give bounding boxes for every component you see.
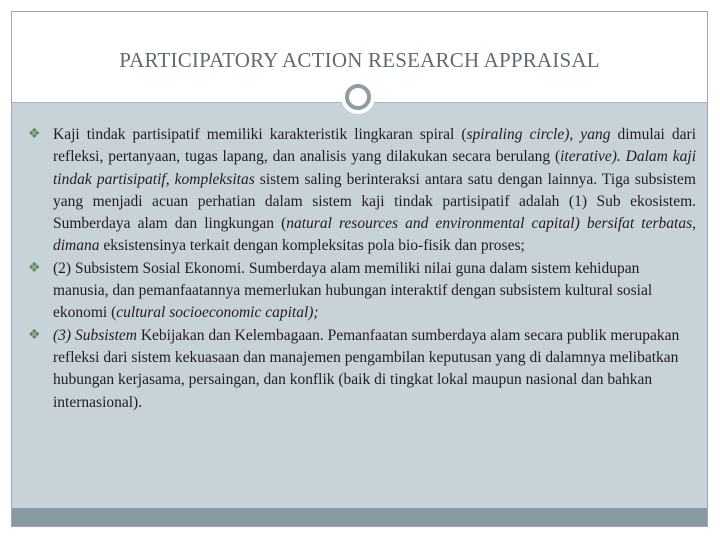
divider-line-right [384,100,696,102]
divider-line-left [20,100,340,102]
text-segment: Kebijakan dan Kelembagaan. Pemanfaatan sumberdaya alam secara publik merupakan refleksi dari sistem kekuasaan dan manajemen pengambilan keputusan yang di dalamnya melibatkan hubungan kerjasama, persaingan, dan konflik (baik di tingkat lokal maupun nasional dan bahkan internasional). [53,326,680,411]
bullet-text-2 [53,258,696,325]
text-segment: Kaji tindak partisipatif memiliki karakteristik lingkaran spiral ( [53,126,467,143]
bullet-text-1 [53,124,696,258]
bullet-text-3 [53,325,696,414]
italic-text-segment: iterative). Dalam kaji tindak partisipatif, kompleksitas [53,148,696,188]
circle-ornament-icon [341,80,375,114]
diamond-clover-icon: ❖ [28,326,41,343]
bullet-list [26,124,696,414]
diamond-clover-icon: ❖ [28,259,41,276]
bullet-item-2 [26,258,696,325]
bullet-item-3 [26,325,696,414]
diamond-clover-icon: ❖ [28,126,41,142]
bullet-item-1 [26,124,696,258]
bottom-bar [12,508,707,526]
italic-text-segment: spiraling circle), yang [466,126,611,143]
text-segment: sistem saling berinteraksi antara satu dengan lainnya. Tiga subsistem yang menjadi acuan perhatian dalam sistem kaji tindak partisipatif adalah (1) Sub ekosistem. Sumberdaya alam dan lingkungan ( [53,170,696,233]
italic-text-segment: cultural socioeconomic capital); [116,304,319,322]
circle-ring [345,84,371,110]
page-title: PARTICIPATORY ACTION RESEARCH APPRAISAL [119,48,600,72]
italic-text-segment: natural resources and environmental capital) bersifat terbatas, dimana [53,215,696,255]
text-segment: dimulai dari refleksi, pertanyaan, tugas lapang, dan analisis yang dilakukan secara berulang ( [53,126,697,166]
text-segment: (2) Subsistem Sosial Ekonomi. Sumberdaya alam memiliki nilai guna dalam sistem kehidupan manusia, dan pemanfaatannya memerlukan hubungan interaktif dengan subsistem kultural sosial ekonomi ( [53,259,653,322]
text-segment: eksistensinya terkait dengan kompleksitas pola bio-fisik dan proses; [99,237,525,255]
slide-frame [11,11,708,527]
italic-text-segment: (3) Subsistem [53,326,137,344]
